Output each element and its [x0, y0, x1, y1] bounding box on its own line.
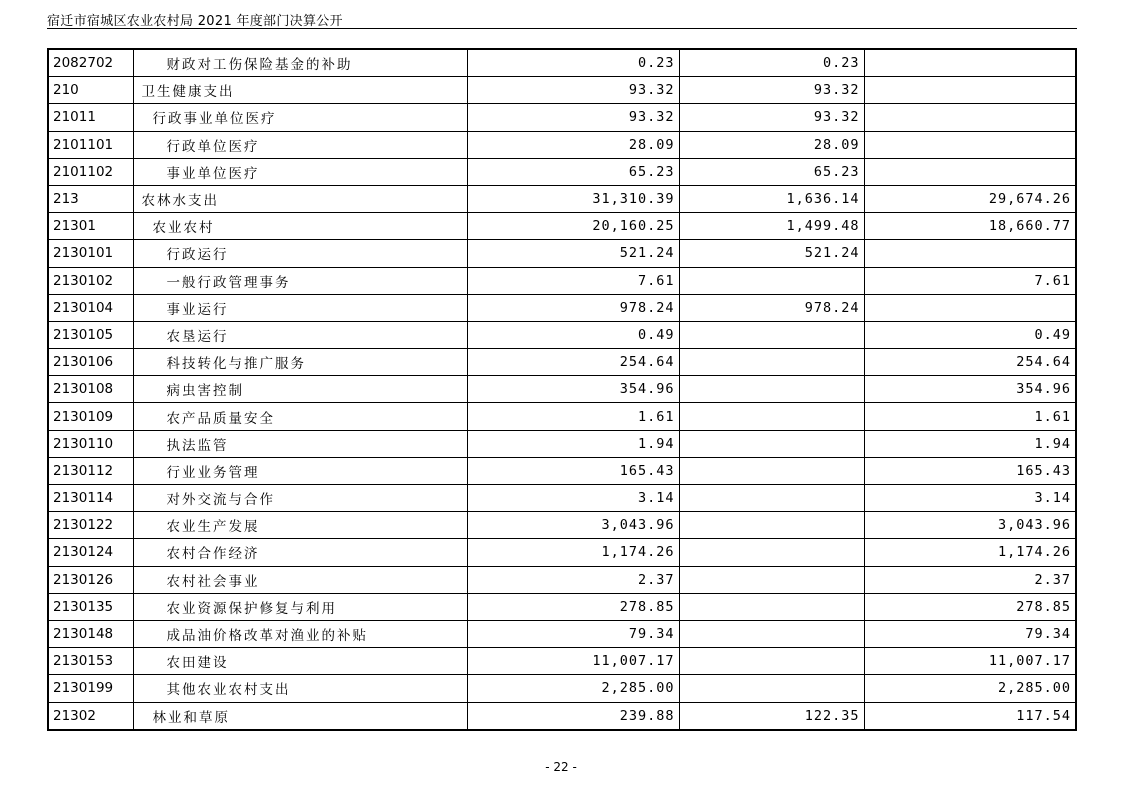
total-expenditure-cell: 239.88	[467, 702, 679, 730]
total-expenditure-cell: 0.23	[467, 49, 679, 77]
project-expenditure-cell: 3,043.96	[864, 512, 1076, 539]
project-expenditure-cell	[864, 158, 1076, 185]
table-row	[48, 430, 1076, 457]
total-expenditure-cell: 3,043.96	[467, 512, 679, 539]
total-expenditure-cell: 354.96	[467, 376, 679, 403]
basic-expenditure-cell	[679, 485, 864, 512]
basic-expenditure-cell	[679, 675, 864, 702]
total-expenditure-cell: 1.61	[467, 403, 679, 430]
total-expenditure-cell: 3.14	[467, 485, 679, 512]
table-row	[48, 77, 1076, 104]
table-row	[48, 485, 1076, 512]
subject-name-cell	[133, 539, 467, 566]
basic-expenditure-cell	[679, 593, 864, 620]
subject-name: 病虫害控制	[166, 383, 244, 400]
subject-code-cell: 2130199	[48, 675, 133, 702]
subject-name: 行政单位医疗	[166, 138, 260, 155]
subject-code-cell: 21011	[48, 104, 133, 131]
subject-code-cell: 2130105	[48, 321, 133, 348]
subject-name-cell	[133, 648, 467, 675]
budget-table	[47, 48, 1077, 731]
basic-expenditure-cell: 521.24	[679, 240, 864, 267]
total-expenditure-cell: 7.61	[467, 267, 679, 294]
table-row	[48, 648, 1076, 675]
total-expenditure-cell: 79.34	[467, 620, 679, 647]
project-expenditure-cell	[864, 77, 1076, 104]
basic-expenditure-cell	[679, 512, 864, 539]
basic-expenditure-cell: 1,499.48	[679, 213, 864, 240]
basic-expenditure-cell	[679, 648, 864, 675]
project-expenditure-cell: 3.14	[864, 485, 1076, 512]
subject-code-cell: 2130108	[48, 376, 133, 403]
subject-name: 林业和草原	[152, 709, 230, 726]
total-expenditure-cell: 28.09	[467, 131, 679, 158]
total-expenditure-cell: 2,285.00	[467, 675, 679, 702]
subject-name-cell	[133, 131, 467, 158]
subject-code-cell: 21302	[48, 702, 133, 730]
subject-name-cell	[133, 267, 467, 294]
project-expenditure-cell	[864, 240, 1076, 267]
table-row	[48, 512, 1076, 539]
basic-expenditure-cell	[679, 267, 864, 294]
subject-name-cell	[133, 376, 467, 403]
subject-code-cell: 2130124	[48, 539, 133, 566]
project-expenditure-cell: 1.61	[864, 403, 1076, 430]
total-expenditure-cell: 20,160.25	[467, 213, 679, 240]
basic-expenditure-cell	[679, 430, 864, 457]
subject-code-cell: 2130104	[48, 294, 133, 321]
subject-name: 事业运行	[166, 301, 229, 318]
subject-code-cell: 21301	[48, 213, 133, 240]
table-row	[48, 213, 1076, 240]
subject-name-cell	[133, 294, 467, 321]
project-expenditure-cell: 1,174.26	[864, 539, 1076, 566]
table-row	[48, 620, 1076, 647]
project-expenditure-cell: 165.43	[864, 457, 1076, 484]
subject-name-cell	[133, 512, 467, 539]
table-row	[48, 185, 1076, 212]
subject-code-cell: 2130135	[48, 593, 133, 620]
budget-table-body	[48, 49, 1076, 730]
subject-name-cell	[133, 457, 467, 484]
subject-code-cell: 2130126	[48, 566, 133, 593]
subject-name-cell	[133, 702, 467, 730]
subject-name-cell	[133, 349, 467, 376]
document-header-title: 宿迁市宿城区农业农村局 2021 年度部门决算公开	[47, 14, 343, 29]
basic-expenditure-cell	[679, 376, 864, 403]
table-row	[48, 104, 1076, 131]
subject-name: 农业资源保护修复与利用	[166, 600, 337, 617]
subject-name-cell	[133, 321, 467, 348]
subject-name: 农村社会事业	[166, 573, 260, 590]
project-expenditure-cell: 29,674.26	[864, 185, 1076, 212]
table-row	[48, 702, 1076, 730]
total-expenditure-cell: 1,174.26	[467, 539, 679, 566]
subject-code-cell: 210	[48, 77, 133, 104]
project-expenditure-cell: 278.85	[864, 593, 1076, 620]
subject-code-cell: 2130110	[48, 430, 133, 457]
subject-name-cell	[133, 430, 467, 457]
subject-code-cell: 213	[48, 185, 133, 212]
total-expenditure-cell: 93.32	[467, 104, 679, 131]
basic-expenditure-cell	[679, 566, 864, 593]
subject-code-cell: 2130112	[48, 457, 133, 484]
total-expenditure-cell: 31,310.39	[467, 185, 679, 212]
subject-code-cell: 2130101	[48, 240, 133, 267]
subject-name-cell	[133, 485, 467, 512]
project-expenditure-cell: 0.49	[864, 321, 1076, 348]
subject-name: 农村合作经济	[166, 546, 260, 563]
subject-name: 行业业务管理	[166, 464, 260, 481]
basic-expenditure-cell	[679, 457, 864, 484]
subject-name: 成品油价格改革对渔业的补贴	[166, 628, 368, 645]
subject-code-cell: 2130109	[48, 403, 133, 430]
basic-expenditure-cell: 93.32	[679, 104, 864, 131]
subject-code-cell: 2101101	[48, 131, 133, 158]
basic-expenditure-cell: 93.32	[679, 77, 864, 104]
header-rule	[47, 28, 1077, 29]
subject-name-cell	[133, 620, 467, 647]
basic-expenditure-cell: 28.09	[679, 131, 864, 158]
subject-name: 农业农村	[152, 220, 215, 237]
total-expenditure-cell: 521.24	[467, 240, 679, 267]
total-expenditure-cell: 11,007.17	[467, 648, 679, 675]
table-row	[48, 566, 1076, 593]
subject-name-cell	[133, 403, 467, 430]
project-expenditure-cell	[864, 131, 1076, 158]
table-row	[48, 349, 1076, 376]
table-row	[48, 321, 1076, 348]
subject-name-cell	[133, 49, 467, 77]
project-expenditure-cell: 254.64	[864, 349, 1076, 376]
subject-code-cell: 2082702	[48, 49, 133, 77]
table-row	[48, 675, 1076, 702]
subject-code-cell: 2101102	[48, 158, 133, 185]
basic-expenditure-cell: 65.23	[679, 158, 864, 185]
subject-code-cell: 2130102	[48, 267, 133, 294]
project-expenditure-cell	[864, 104, 1076, 131]
subject-name: 农垦运行	[166, 328, 229, 345]
basic-expenditure-cell: 978.24	[679, 294, 864, 321]
subject-name: 农田建设	[166, 655, 229, 672]
total-expenditure-cell: 978.24	[467, 294, 679, 321]
table-row	[48, 539, 1076, 566]
subject-name-cell	[133, 240, 467, 267]
page-number: - 22 -	[545, 760, 577, 774]
total-expenditure-cell: 0.49	[467, 321, 679, 348]
subject-name-cell	[133, 675, 467, 702]
table-row	[48, 267, 1076, 294]
basic-expenditure-cell: 0.23	[679, 49, 864, 77]
project-expenditure-cell: 18,660.77	[864, 213, 1076, 240]
table-row	[48, 131, 1076, 158]
subject-name: 卫生健康支出	[141, 84, 235, 101]
subject-name-cell	[133, 213, 467, 240]
total-expenditure-cell: 93.32	[467, 77, 679, 104]
total-expenditure-cell: 278.85	[467, 593, 679, 620]
total-expenditure-cell: 65.23	[467, 158, 679, 185]
basic-expenditure-cell	[679, 321, 864, 348]
table-row	[48, 376, 1076, 403]
project-expenditure-cell	[864, 294, 1076, 321]
basic-expenditure-cell: 122.35	[679, 702, 864, 730]
subject-name: 其他农业农村支出	[166, 682, 291, 699]
subject-code-cell: 2130114	[48, 485, 133, 512]
subject-code-cell: 2130153	[48, 648, 133, 675]
subject-code-cell: 2130106	[48, 349, 133, 376]
table-row	[48, 49, 1076, 77]
table-row	[48, 403, 1076, 430]
table-row	[48, 240, 1076, 267]
subject-name: 农业生产发展	[166, 519, 260, 536]
subject-code-cell: 2130122	[48, 512, 133, 539]
subject-name: 科技转化与推广服务	[166, 356, 306, 373]
basic-expenditure-cell	[679, 403, 864, 430]
project-expenditure-cell: 2,285.00	[864, 675, 1076, 702]
total-expenditure-cell: 2.37	[467, 566, 679, 593]
subject-name: 农林水支出	[141, 193, 219, 210]
project-expenditure-cell: 354.96	[864, 376, 1076, 403]
table-row	[48, 457, 1076, 484]
project-expenditure-cell: 117.54	[864, 702, 1076, 730]
basic-expenditure-cell: 1,636.14	[679, 185, 864, 212]
total-expenditure-cell: 165.43	[467, 457, 679, 484]
subject-name: 行政事业单位医疗	[152, 111, 277, 128]
subject-name: 执法监管	[166, 437, 229, 454]
project-expenditure-cell	[864, 49, 1076, 77]
project-expenditure-cell: 79.34	[864, 620, 1076, 647]
subject-name-cell	[133, 158, 467, 185]
subject-name: 农产品质量安全	[166, 410, 275, 427]
subject-name-cell	[133, 77, 467, 104]
table-row	[48, 593, 1076, 620]
project-expenditure-cell: 2.37	[864, 566, 1076, 593]
subject-name: 财政对工伤保险基金的补助	[166, 57, 353, 74]
subject-name-cell	[133, 566, 467, 593]
subject-name-cell	[133, 593, 467, 620]
subject-name: 行政运行	[166, 247, 229, 264]
project-expenditure-cell: 11,007.17	[864, 648, 1076, 675]
basic-expenditure-cell	[679, 539, 864, 566]
basic-expenditure-cell	[679, 349, 864, 376]
project-expenditure-cell: 1.94	[864, 430, 1076, 457]
table-row	[48, 158, 1076, 185]
project-expenditure-cell: 7.61	[864, 267, 1076, 294]
total-expenditure-cell: 1.94	[467, 430, 679, 457]
subject-name: 对外交流与合作	[166, 492, 275, 509]
subject-name: 事业单位医疗	[166, 165, 260, 182]
subject-code-cell: 2130148	[48, 620, 133, 647]
subject-name-cell	[133, 185, 467, 212]
total-expenditure-cell: 254.64	[467, 349, 679, 376]
subject-name-cell	[133, 104, 467, 131]
subject-name: 一般行政管理事务	[166, 274, 291, 291]
table-row	[48, 294, 1076, 321]
basic-expenditure-cell	[679, 620, 864, 647]
